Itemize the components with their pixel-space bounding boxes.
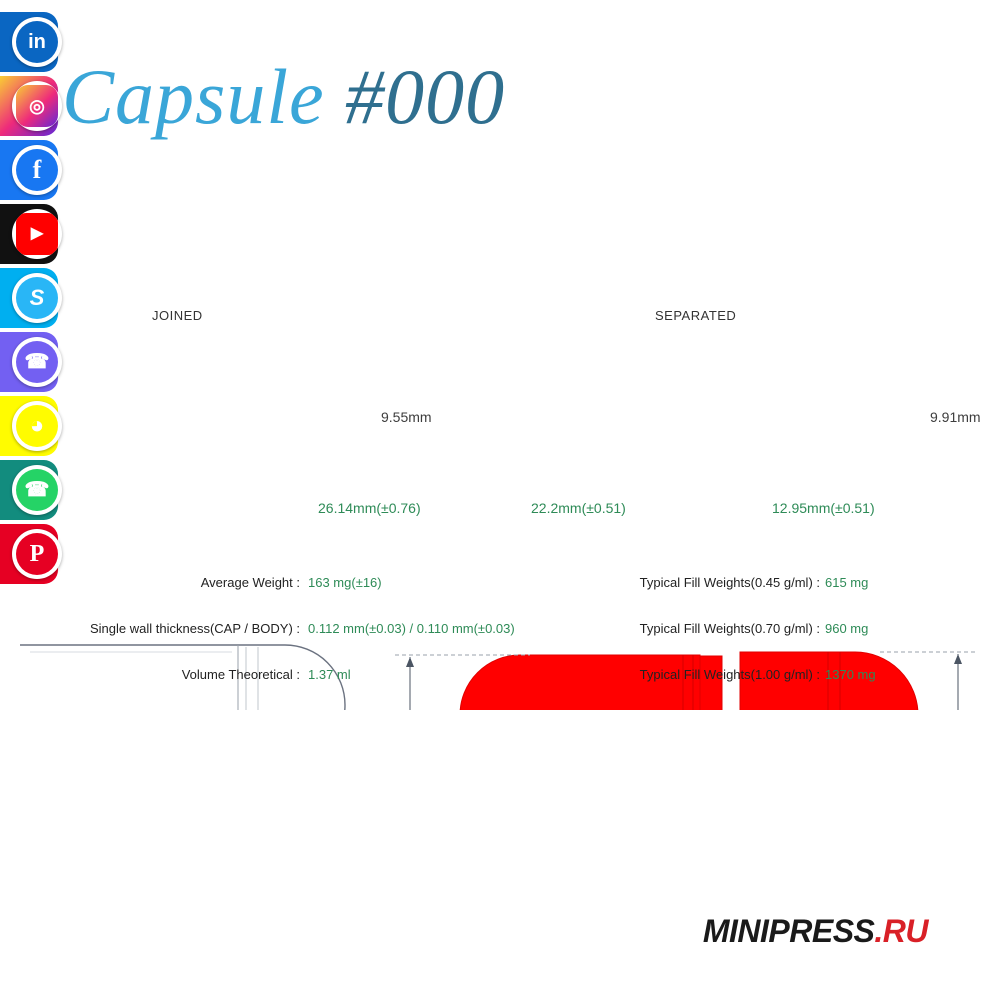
- pinterest-icon: P: [16, 533, 58, 575]
- social-link-facebook[interactable]: [0, 138, 66, 202]
- body-diameter-value: 9.55mm: [381, 409, 432, 425]
- spec-row: [0, 621, 1000, 667]
- social-bubble-instagram: [12, 81, 62, 131]
- joined-column-label: JOINED: [152, 308, 203, 323]
- social-bubble-youtube: [12, 209, 62, 259]
- social-link-skype[interactable]: [0, 266, 66, 330]
- spec-value-fill-100: 1370 mg: [825, 667, 876, 682]
- site-logo-tld: .RU: [874, 913, 928, 949]
- spec-row: [0, 575, 1000, 621]
- linkedin-icon: in: [16, 21, 58, 63]
- social-link-whatsapp[interactable]: [0, 458, 66, 522]
- page-title: [62, 53, 506, 140]
- spec-label-fill-070: Typical Fill Weights(0.70 g/ml) :: [639, 621, 820, 636]
- viber-icon: ☎: [16, 341, 58, 383]
- separated-column-label: SEPARATED: [655, 308, 737, 323]
- site-logo: [703, 913, 928, 950]
- spec-value-fill-070: 960 mg: [825, 621, 869, 636]
- social-link-youtube[interactable]: [0, 202, 66, 266]
- social-link-viber[interactable]: [0, 330, 66, 394]
- facebook-icon: f: [16, 149, 58, 191]
- social-link-linkedin[interactable]: [0, 10, 66, 74]
- youtube-icon: ▶: [16, 213, 58, 255]
- body-length-value: 22.2mm(±0.51): [531, 500, 626, 516]
- spec-table: [0, 575, 1000, 713]
- site-logo-brand: MINIPRESS: [702, 913, 875, 949]
- social-link-snapchat[interactable]: [0, 394, 66, 458]
- spec-row: [0, 667, 1000, 713]
- spec-value-average-weight: 163 mg(±16): [308, 575, 382, 590]
- spec-value-wall-thickness: 0.112 mm(±0.03) / 0.110 mm(±0.03): [308, 621, 515, 636]
- page-title-number: #000: [345, 53, 506, 140]
- page-title-main: Capsule: [62, 53, 346, 140]
- cap-diameter-value: 9.91mm: [930, 409, 981, 425]
- spec-value-fill-045: 615 mg: [825, 575, 869, 590]
- cap-length-value: 12.95mm(±0.51): [772, 500, 875, 516]
- social-links-rail: [0, 10, 66, 586]
- social-bubble-facebook: [12, 145, 62, 195]
- social-link-pinterest[interactable]: [0, 522, 66, 586]
- joined-length-value: 26.14mm(±0.76): [318, 500, 421, 516]
- social-bubble-viber: [12, 337, 62, 387]
- social-bubble-linkedin: [12, 17, 62, 67]
- instagram-icon: ◎: [16, 85, 58, 127]
- spec-label-volume: Volume Theoretical :: [181, 667, 300, 682]
- social-link-instagram[interactable]: [0, 74, 66, 138]
- spec-label-fill-100: Typical Fill Weights(1.00 g/ml) :: [639, 667, 820, 682]
- whatsapp-icon: ☎: [16, 469, 58, 511]
- spec-value-volume: 1.37 ml: [308, 667, 351, 682]
- social-bubble-whatsapp: [12, 465, 62, 515]
- snapchat-icon: ◕: [16, 405, 58, 447]
- spec-label-average-weight: Average Weight :: [200, 575, 300, 590]
- social-bubble-pinterest: [12, 529, 62, 579]
- spec-label-fill-045: Typical Fill Weights(0.45 g/ml) :: [639, 575, 820, 590]
- spec-label-wall-thickness: Single wall thickness(CAP / BODY) :: [90, 621, 300, 636]
- skype-icon: S: [16, 277, 58, 319]
- social-bubble-snapchat: [12, 401, 62, 451]
- social-bubble-skype: [12, 273, 62, 323]
